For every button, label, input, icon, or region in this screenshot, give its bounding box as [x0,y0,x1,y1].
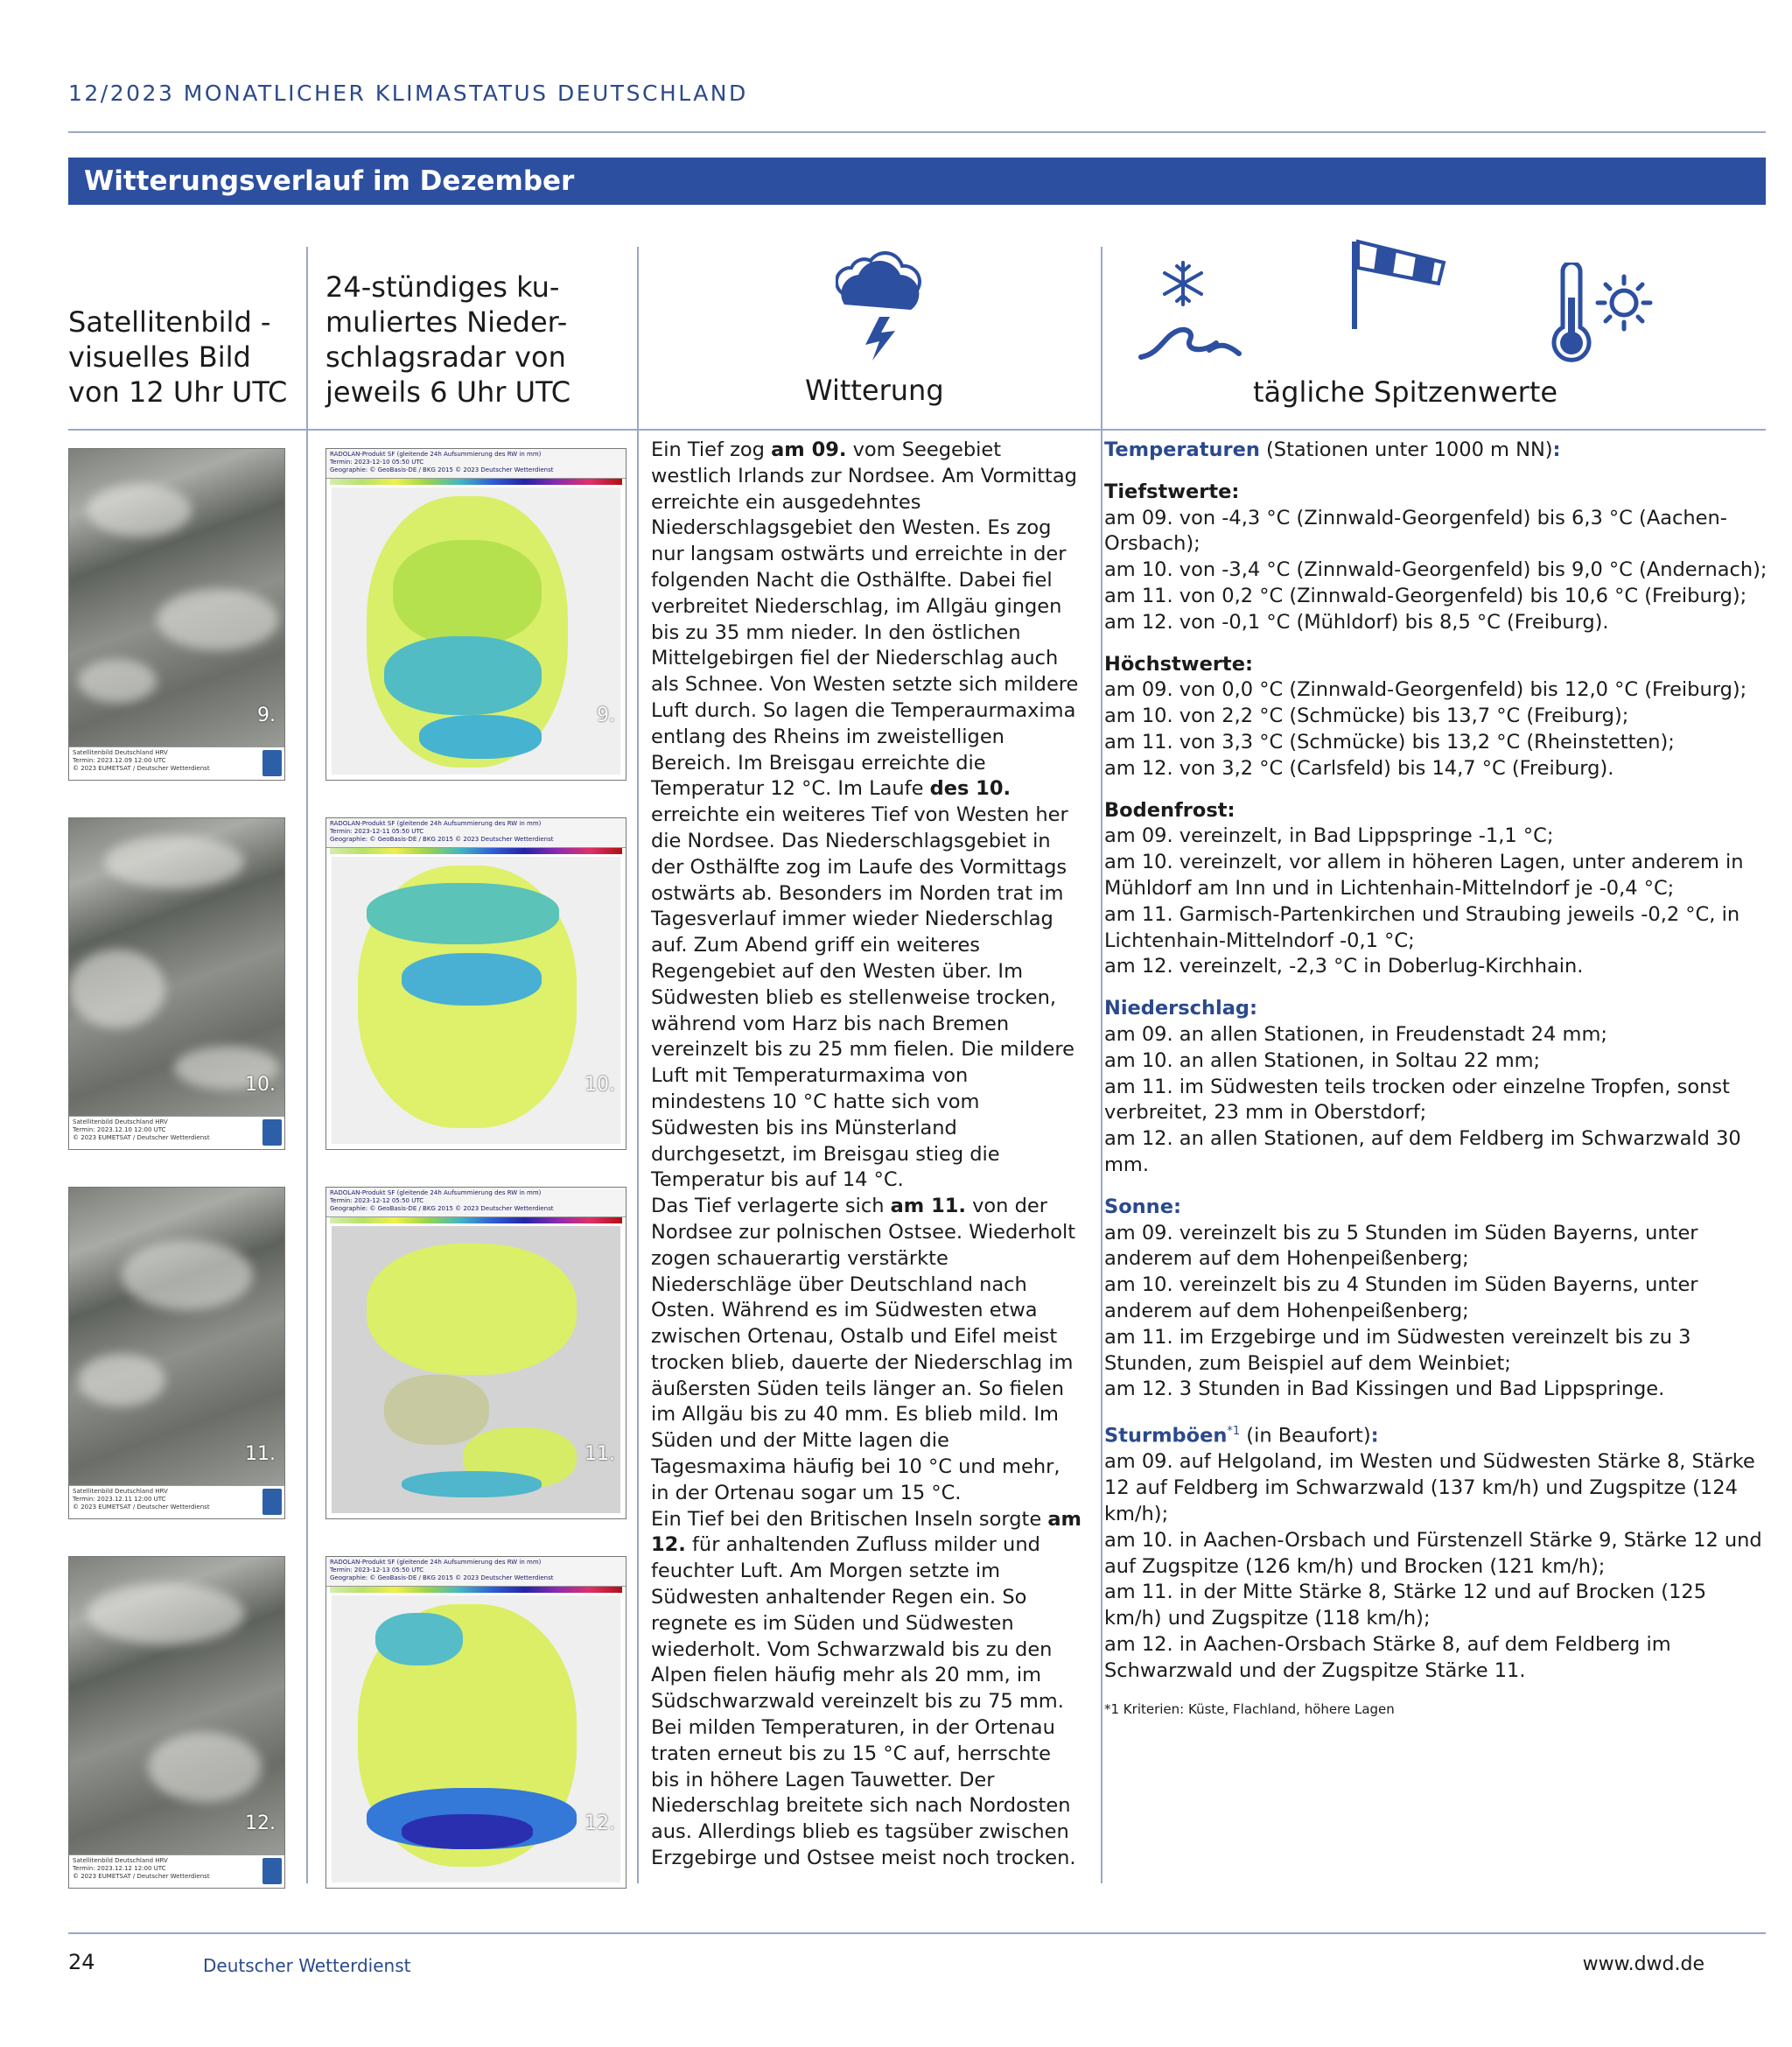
thermometer-sun-icon [1540,263,1654,366]
peak-entry: am 09. von -4,3 °C (Zinnwald-Georgenfeld) bis 6,3 °C (Aachen-Orsbach); [1104,506,1727,556]
radar-precipitation-map [332,1226,620,1513]
tiefst-section [1104,480,1769,636]
satellite-caption: Satellitenbild Deutschland HRV Termin: 2023.12.12 12:00 UTC © 2023 EUMETSAT / Deutscher Wetterdienst [69,1854,284,1888]
precip-title: Niederschlag: [1104,997,1258,1020]
day-label: 9. [597,705,615,726]
weather-column-header: Witterung [805,374,944,407]
peak-entry: am 11. in der Mitte Stärke 8, Stärke 12 und auf Brocken (125 km/h) und Zugspitze (118 km/h); [1104,1581,1707,1630]
date-highlight: am 12. [651,1507,1082,1557]
header-divider [68,131,1766,133]
peak-entry: am 10. von 2,2 °C (Schmücke) bis 13,7 °C (Freiburg); [1104,705,1629,728]
sun-section [1104,1195,1769,1403]
precip-list [1104,1022,1769,1179]
satellite-image [68,448,285,781]
gust-footnote-mark: *1 [1227,1425,1241,1439]
section-title: Witterungsverlauf im Dezember [84,165,575,197]
daily-peaks [1104,438,1769,1718]
radar-precipitation-map [332,487,620,775]
satellite-image [68,817,285,1150]
radar-color-scale [330,479,622,485]
column-divider [637,247,639,1883]
weather-narrative [651,438,1083,1872]
peak-entry: am 11. von 0,2 °C (Zinnwald-Georgenfeld) bis 10,6 °C (Freiburg); [1104,584,1747,607]
frost-title: Bodenfrost: [1104,798,1236,822]
satellite-image [68,1187,285,1519]
peak-entry: am 12. von 3,2 °C (Carlsfeld) bis 14,7 °C (Freiburg). [1104,756,1614,780]
narrative-text: Ein Tief bei den Britischen Inseln sorgte [651,1507,1048,1531]
sun-list [1104,1221,1769,1404]
day-label: 9. [257,705,276,726]
day-label: 12. [245,1812,276,1834]
radar-caption: RADOLAN-Produkt SF (gleitende 24h Aufsummierung des RW in mm) Termin: 2023-12-10 05:50 UTC Geographie: © GeoBasis-DE / BKG 2015 © 2023 Deutscher Wetterdienst [326,449,626,479]
snow-ice-road-icon [1138,256,1242,362]
tiefst-list [1104,506,1769,636]
peak-entry: am 10. in Aachen-Orsbach und Fürstenzell Stärke 9, Stärke 12 und auf Zugspitze (126 km/h) und Brocken (121 km/h); [1104,1528,1762,1578]
satellite-image [68,1556,285,1889]
website-link[interactable]: www.dwd.de [1582,1953,1704,1975]
peak-entry: am 12. an allen Stationen, auf dem Feldberg im Schwarzwald 30 mm. [1104,1127,1741,1176]
radar-caption: RADOLAN-Produkt SF (gleitende 24h Aufsummierung des RW in mm) Termin: 2023-12-11 05:50 UTC Geographie: © GeoBasis-DE / BKG 2015 © 2023 Deutscher Wetterdienst [326,818,626,848]
radar-image [326,448,626,781]
satellite-caption: Satellitenbild Deutschland HRV Termin: 2023.12.10 12:00 UTC © 2023 EUMETSAT / Deutscher Wetterdienst [69,1116,284,1149]
column-divider [306,247,308,1883]
satellite-caption: Satellitenbild Deutschland HRV Termin: 2023.12.11 12:00 UTC © 2023 EUMETSAT / Deutscher Wetterdienst [69,1485,284,1518]
narrative-text: Das Tief verlagerte sich [651,1195,891,1218]
tiefst-title: Tiefstwerte: [1104,480,1240,503]
section-banner [68,158,1766,205]
footer-divider [68,1932,1766,1934]
narrative-text: von der Nordsee zur polnischen Ostsee. Wiederholt zogen schauerartig verstärkte Niederschläge über Deutschland nach Osten. Während es im Südwesten etwa zwischen Ortenau, Ostalb und Eifel meist trocken blieb, dauerte der Niederschlag im äußersten Süden teils länger an. So fielen im Allgäu bis zu 40 mm. Es blieb mild. Im Süden und der Mitte lagen die Tagesmaxima häufig bei 10 °C und mehr, in der Ortenau sogar um 15 °C. [651,1195,1076,1504]
windsock-icon [1348,229,1452,331]
column-divider [1101,247,1102,1883]
gust-title: Sturmböen [1104,1424,1228,1448]
peak-entry: am 09. vereinzelt, in Bad Lippspringe -1,1 °C; [1104,824,1554,848]
peak-entry: am 09. vereinzelt bis zu 5 Stunden im Süden Bayerns, unter anderem auf dem Hohenpeißenberg; [1104,1221,1698,1271]
dwd-logo-icon [262,1858,282,1884]
satellite-visual-map [69,1557,284,1854]
peak-entry: am 12. in Aachen-Orsbach Stärke 8, auf dem Feldberg im Schwarzwald und der Zugspitze Stärke 11. [1104,1632,1671,1682]
narrative-text: für anhaltenden Zufluss milder und feuchter Luft. Am Morgen setzte im Südwesten anhaltender Regen ein. So regnete es im Süden und Südwesten wiederholt. Vom Schwarzwald bis zu den Alpen fielen häufig mehr als 20 mm, im Südschwarzwald vereinzelt bis zu 75 mm. Bei milden Temperaturen, in der Ortenau traten erneut bis zu 15 °C auf, herrschte bis in höhere Lagen Tauwetter. Der Niederschlag breitete sich nach Nordosten aus. Allerdings blieb es tagsüber zwischen Erzgebirge und Ostsee meist noch trocken. [651,1533,1076,1870]
temperature-note: (Stationen unter 1000 m NN) [1259,438,1553,461]
hoechst-list [1104,677,1769,782]
hoechst-title: Höchstwerte: [1104,652,1253,676]
narrative-text: Ein Tief zog [651,438,772,461]
day-label: 11. [245,1443,276,1465]
peak-entry: am 11. im Erzgebirge und im Südwesten vereinzelt bis zu 3 Stunden, zum Beispiel auf dem Weinbiet; [1104,1325,1691,1375]
radar-column-header: 24-stündiges ku- muliertes Nieder- schlagsradar von jeweils 6 Uhr UTC [326,270,571,409]
temperature-title: Temperaturen [1104,438,1260,461]
satellite-visual-map [69,818,284,1116]
publisher-name: Deutscher Wetterdienst [203,1955,411,1976]
peak-entry: am 10. an allen Stationen, in Soltau 22 mm; [1104,1048,1541,1072]
satellite-caption: Satellitenbild Deutschland HRV Termin: 2023.12.09 12:00 UTC © 2023 EUMETSAT / Deutscher Wetterdienst [69,747,284,780]
peak-entry: am 11. von 3,3 °C (Schmücke) bis 13,2 °C (Rheinstetten); [1104,730,1675,754]
satellite-column-header: Satellitenbild - visuelles Bild von 12 Uhr UTC [68,305,288,409]
weather-paragraph [651,1194,1083,1507]
radar-precipitation-map [332,1595,620,1882]
day-label: 10. [245,1074,276,1096]
report-header: 12/2023 MONATLICHER KLIMASTATUS DEUTSCHLAND [68,81,748,106]
radar-image [326,1556,626,1889]
dwd-logo-icon [262,1489,282,1515]
peak-entry: am 10. vereinzelt bis zu 4 Stunden im Süden Bayerns, unter anderem auf dem Hohenpeißenberg; [1104,1273,1698,1322]
thunderstorm-cloud-icon [836,247,932,361]
day-label: 12. [584,1812,615,1834]
peak-entry: am 12. 3 Stunden in Bad Kissingen und Bad Lippspringe. [1104,1378,1665,1401]
peak-entry: am 10. von -3,4 °C (Zinnwald-Georgenfeld) bis 9,0 °C (Andernach); [1104,558,1768,582]
dwd-logo-icon [262,750,282,776]
day-label: 11. [584,1443,615,1465]
peak-entry: am 11. im Südwesten teils trocken oder einzelne Tropfen, sonst verbreitet, 23 mm in Oberstdorf; [1104,1075,1730,1125]
radar-color-scale [330,1217,622,1223]
peak-entry: am 09. an allen Stationen, in Freudenstadt 24 mm; [1104,1022,1607,1046]
radar-caption: RADOLAN-Produkt SF (gleitende 24h Aufsummierung des RW in mm) Termin: 2023-12-12 05:50 UTC Geographie: © GeoBasis-DE / BKG 2015 © 2023 Deutscher Wetterdienst [326,1188,626,1217]
weather-paragraph [651,1507,1083,1872]
radar-color-scale [330,848,622,854]
frost-section [1104,798,1769,981]
gust-note: (in Beaufort) [1240,1424,1371,1448]
column-header-divider [68,429,1766,431]
peak-entry: am 12. vereinzelt, -2,3 °C in Doberlug-Kirchhain. [1104,955,1584,978]
precip-section [1104,996,1769,1179]
radar-image [326,1187,626,1519]
radar-precipitation-map [332,857,620,1144]
radar-caption: RADOLAN-Produkt SF (gleitende 24h Aufsummierung des RW in mm) Termin: 2023-12-13 05:50 UTC Geographie: © GeoBasis-DE / BKG 2015 © 2023 Deutscher Wetterdienst [326,1557,626,1587]
narrative-text: vom Seegebiet westlich Irlands zur Nordsee. Am Vormittag erreichte ein ausgedehntes Niederschlagsgebiet den Westen. Es zog nur langsam ostwärts und erreichte in der folgenden Nacht die Osthälfte. Dabei fiel verbreitet Niederschlag, im Allgäu gingen bis zu 35 mm nieder. In den östlichen Mittelgebirgen fiel der Niederschlag auch als Schnee. Von Westen setzte sich mildere Luft durch. So lagen die Temperaurmaxima entlang des Rheins im zweistelligen Bereich. Im Breisgau erreichte die Temperatur 12 °C. Im Laufe [651,438,1079,801]
footnote: *1 Kriterien: Küste, Flachland, höhere Lagen [1104,1700,1395,1717]
satellite-visual-map [69,449,284,747]
weather-paragraph [651,438,1083,1194]
date-highlight: am 09. [771,438,847,461]
peak-entry: am 10. vereinzelt, vor allem in höheren Lagen, unter anderem in Mühldorf am Inn und in Lichtenhain-Mittelndorf je -0,4 °C; [1104,851,1744,900]
frost-list [1104,824,1769,980]
date-highlight: am 11. [890,1195,966,1218]
dwd-logo-icon [262,1119,282,1146]
page-number: 24 [68,1950,95,1974]
radar-color-scale [330,1587,622,1593]
peaks-column-header: tägliche Spitzenwerte [1253,375,1558,409]
radar-image [326,817,626,1150]
gust-section: Sturmböen$^{*1}$ (in Beaufort): am 09. auf Helgoland, im Westen und Südwesten Stärke 8, Stärke 12 auf Feldberg im Schwarzwald (137 km/h) und Zugspitze (124 km/h); am 10. in Aachen-Orsbach und Fürstenzell Stärke 9, Stärke 12 und auf Zugspitze (126 km/h) und Brocken (121 km/h); am 11. in der Mitte Stärke 8, Stärke 12 und auf Brocken (125 km/h) und Zugspitze (118 km/h); am 12. in Aachen-Orsbach Stärke 8, auf dem Feldberg im Schwarzwald und der Zugspitze Stärke 11. [1104,1419,1769,1684]
day-label: 10. [584,1074,615,1096]
satellite-visual-map [69,1188,284,1485]
peak-entry: am 11. Garmisch-Partenkirchen und Straubing jeweils -0,2 °C, in Lichtenhain-Mittelndorf -0,1 °C; [1104,902,1740,952]
sun-title: Sonne: [1104,1195,1181,1218]
gust-list [1104,1449,1769,1684]
temperature-section: Temperaturen (Stationen unter 1000 m NN): [1104,438,1561,461]
peak-entry: am 09. von 0,0 °C (Zinnwald-Georgenfeld) bis 12,0 °C (Freiburg); [1104,678,1747,702]
peak-entry: am 09. auf Helgoland, im Westen und Südwesten Stärke 8, Stärke 12 auf Feldberg im Schwarzwald (137 km/h) und Zugspitze (124 km/h); [1104,1450,1755,1525]
hoechst-section [1104,652,1769,782]
date-highlight: des 10. [929,777,1012,801]
peak-entry: am 12. von -0,1 °C (Mühldorf) bis 8,5 °C (Freiburg). [1104,610,1609,634]
narrative-text: erreichte ein weiteres Tief von Westen her die Nordsee. Das Niederschlagsgebiet in der Osthälfte zog im Laufe des Vormittags ostwärts ab. Besonders im Norden trat im Tagesverlauf immer wieder Niederschlag auf. Zum Abend griff ein weiteres Regengebiet auf den Westen über. Im Südwesten blieb es stellenweise trocken, während vom Harz bis nach Bremen vereinzelt bis zu 25 mm fielen. Die mildere Luft mit Temperaturmaxima von mindestens 10 °C hatte sich vom Südwesten bis ins Münsterland durchgesetzt, im Breisgau stieg die Temperatur bis auf 14 °C. [651,803,1074,1192]
